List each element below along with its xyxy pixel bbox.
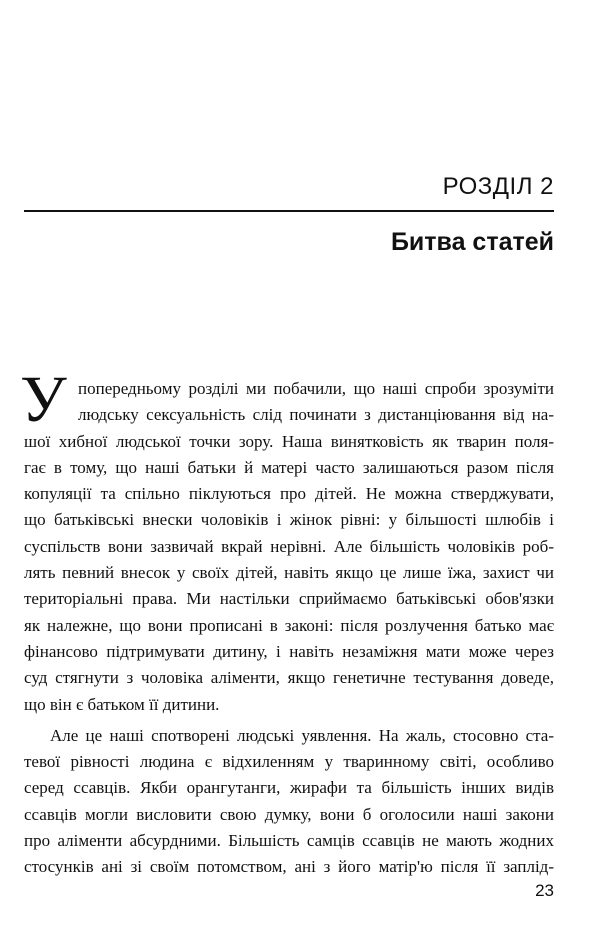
text-line: гає в тому, що наші батьки й матері часто залишаються разом після	[24, 457, 554, 477]
chapter-title: Битва статей	[390, 228, 554, 256]
paragraph-2	[24, 723, 554, 881]
text-line: людську сексуальність слід починати з дистанціювання від на-	[78, 405, 554, 425]
text-line: територіальні права. Ми настільки сприймаємо батьківські обов'язки	[24, 589, 554, 609]
text-line: копуляції та спільно піклуються про дітей. Не можна стверджувати,	[24, 484, 554, 504]
text-line: попередньому розділі ми побачили, що наші спроби зрозуміти	[78, 379, 554, 398]
text-line: тевої рівності людина є відхиленням у тваринному світі, особливо	[24, 752, 554, 772]
text-line: що батьківські внески чоловіків і жінок рівні: у більшості шлюбів і	[24, 510, 554, 530]
text-line: ссавців могли висловити свою думку, вони б оголосили наші закони	[24, 804, 554, 824]
drop-cap: У	[20, 363, 67, 436]
body-text	[20, 363, 554, 881]
chapter-divider	[24, 210, 554, 212]
text-line: стосунків ані зі своїм потомством, ані з його матір'ю після її заплід-	[24, 857, 554, 877]
text-line: суд стягнути з чоловіка аліменти, якщо генетичне тестування доведе,	[24, 668, 554, 688]
text-line: як належне, що вони прописані в законі: після розлучення батько має	[24, 615, 554, 635]
page-number: 23	[535, 881, 554, 900]
paragraph-1	[20, 363, 554, 718]
text-line: лять певний внесок у своїх дітей, навіть якщо це лише їжа, захист чи	[24, 563, 554, 583]
text-line: Але це наші спотворені людські уявлення. На жаль, стосовно ста-	[50, 725, 554, 745]
chapter-label: РОЗДІЛ 2	[442, 173, 554, 200]
text-line: фінансово підтримувати дитину, і навіть незаміжня мати може через	[24, 641, 554, 661]
text-line: про аліменти абсурдними. Більшість самців ссавців не мають жодних	[24, 831, 554, 851]
text-line: шої хибної людської точки зору. Наша винятковість як тварин поля-	[24, 431, 554, 451]
text-line: суспільств вони зазвичай вкрай нерівні. Але більшість чоловіків роб-	[24, 536, 554, 556]
text-line: серед ссавців. Якби орангутанги, жирафи та більшість інших видів	[24, 778, 554, 798]
text-line: що він є батьком її дитини.	[24, 694, 220, 714]
